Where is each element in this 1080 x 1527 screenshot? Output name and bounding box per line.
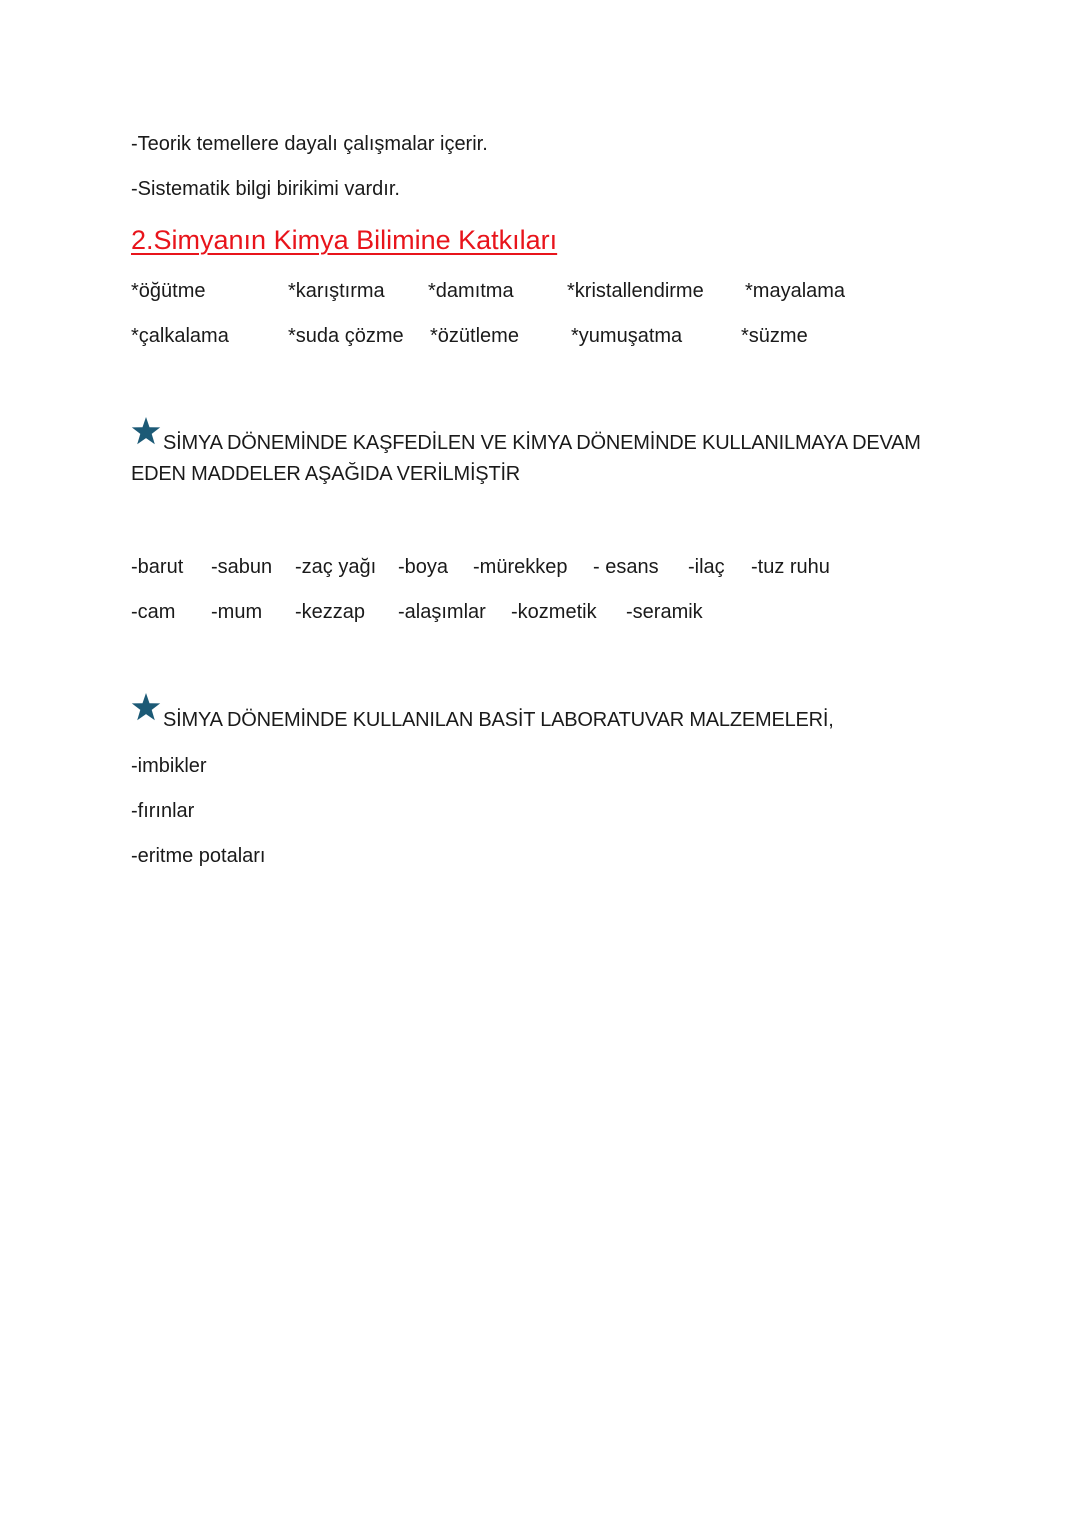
contribution-item: *süzme: [741, 325, 808, 347]
star-icon: [131, 692, 161, 722]
substance-item: -sabun: [211, 556, 273, 578]
substance-item: -alaşımlar: [398, 601, 486, 623]
intro-line: -Teorik temellere dayalı çalışmalar içerir.: [131, 133, 488, 155]
substances-heading: [131, 416, 931, 490]
substance-item: -mürekkep: [473, 556, 568, 578]
contributions-row: [0, 324, 1080, 350]
substance-item: -mum: [211, 601, 263, 623]
substances-title: SİMYA DÖNEMİNDE KAŞFEDİLEN VE KİMYA DÖNEMİNDE KULLANILMAYA DEVAM EDEN MADDELER AŞAĞIDA VERİLMİŞTİR: [131, 432, 921, 485]
lab-item: -fırınlar: [131, 800, 195, 822]
contribution-item: *karıştırma: [288, 280, 385, 302]
substance-item: - esans: [593, 556, 659, 578]
substance-item: -zaç yağı: [295, 556, 377, 578]
substance-item: -kezzap: [295, 601, 366, 623]
contribution-item: *kristallendirme: [567, 280, 704, 302]
contribution-item: *öğütme: [131, 280, 206, 302]
contribution-item: *damıtma: [428, 280, 514, 302]
substance-item: -kozmetik: [511, 601, 597, 623]
substance-item: -boya: [398, 556, 449, 578]
contribution-item: *özütleme: [430, 325, 519, 347]
lab-item: -imbikler: [131, 755, 207, 777]
lab-equipment-title: SİMYA DÖNEMİNDE KULLANILAN BASİT LABORATUVAR MALZEMELERİ,: [163, 709, 834, 731]
contribution-item: *mayalama: [745, 280, 846, 302]
lab-equipment-heading: [131, 692, 931, 736]
lab-item: -eritme potaları: [131, 845, 266, 867]
substance-item: -barut: [131, 556, 184, 578]
contribution-item: *suda çözme: [288, 325, 404, 347]
intro-line: -Sistematik bilgi birikimi vardır.: [131, 178, 400, 200]
substances-row: [0, 600, 1080, 626]
contribution-item: *çalkalama: [131, 325, 229, 347]
substance-item: -cam: [131, 601, 176, 623]
substance-item: -ilaç: [688, 556, 725, 578]
substance-item: -seramik: [626, 601, 703, 623]
section-heading: 2.Simyanın Kimya Bilimine Katkıları: [131, 225, 558, 255]
contribution-item: *yumuşatma: [571, 325, 683, 347]
star-icon: [131, 416, 161, 446]
contributions-row: [0, 279, 1080, 305]
substances-row: [0, 555, 1080, 581]
substance-item: -tuz ruhu: [751, 556, 830, 578]
